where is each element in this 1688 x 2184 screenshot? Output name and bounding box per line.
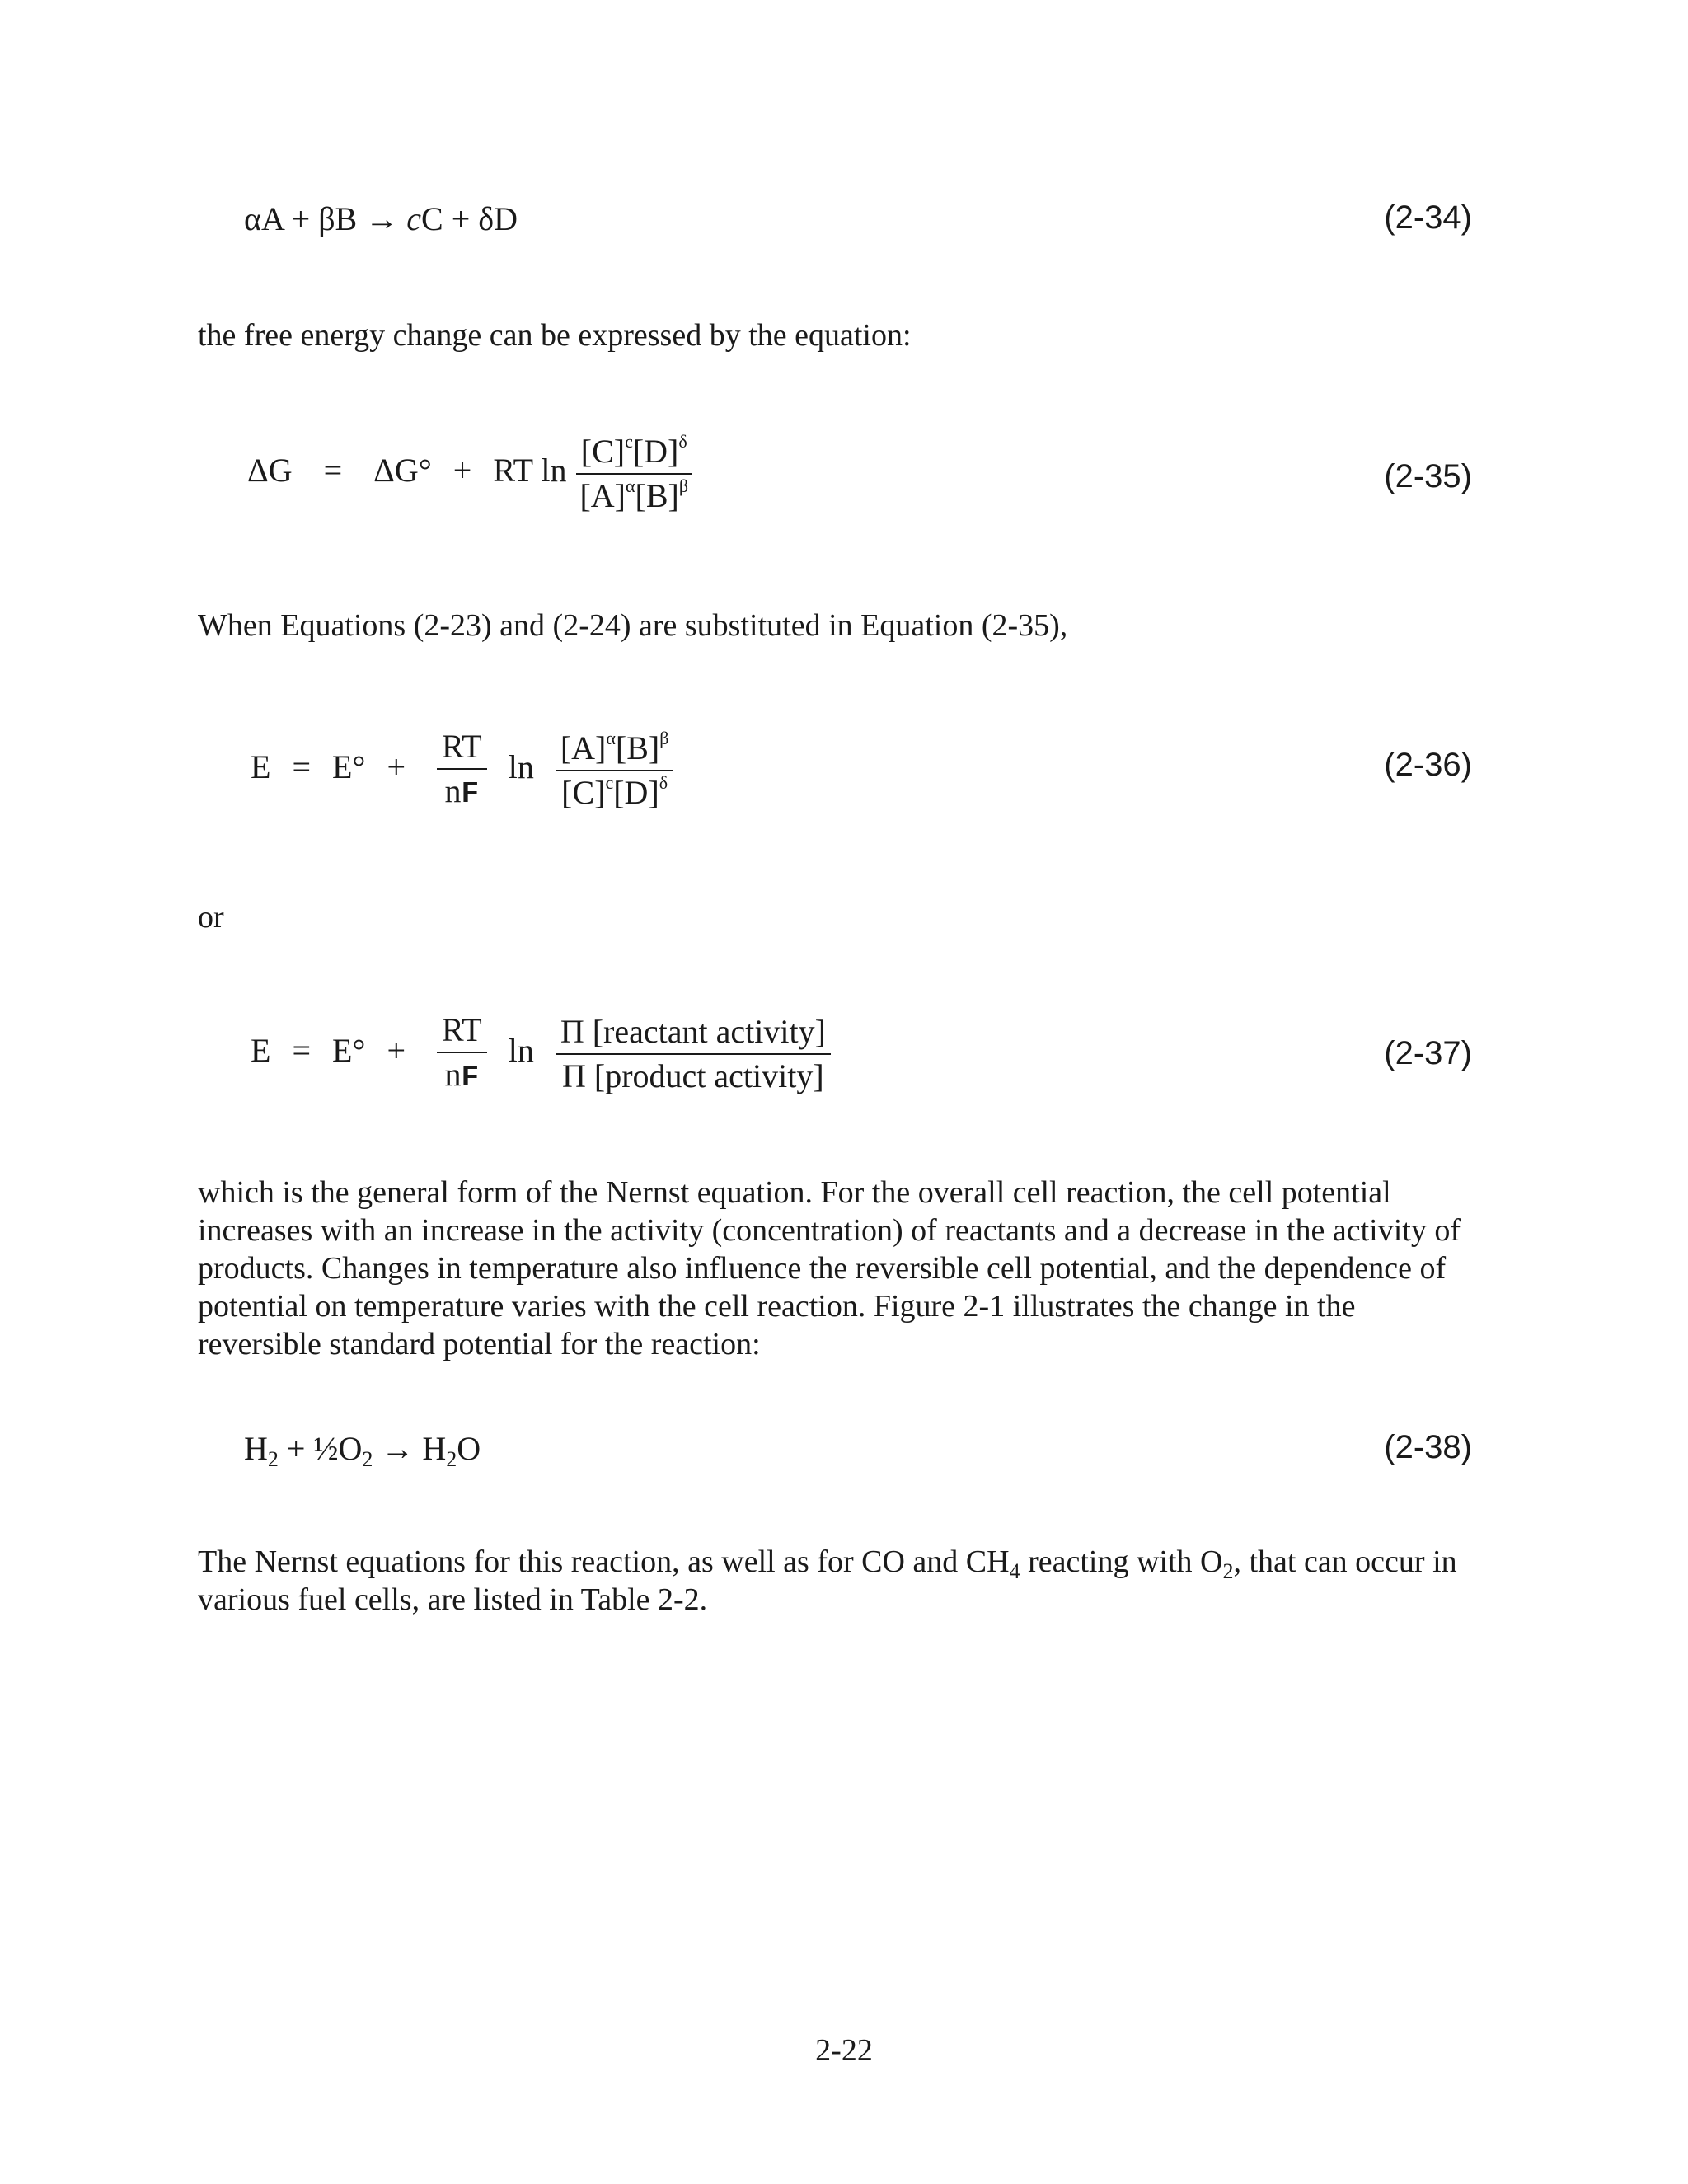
paragraph (198, 1543, 1484, 1619)
n-symbol: n (444, 1056, 462, 1093)
lhs-delta-g: ΔG (247, 452, 293, 490)
plus-sign: + (291, 200, 311, 237)
equals-sign: = (323, 452, 343, 490)
faraday-symbol: F (461, 777, 480, 811)
activity-d: [D] (613, 774, 659, 811)
product-c: C (421, 200, 443, 237)
half-oxygen: + ½O (286, 1430, 363, 1467)
rt-over-nf (437, 729, 487, 813)
activity-a: [A] (579, 477, 626, 514)
equation-2-35 (247, 431, 693, 514)
activity-c: [C] (580, 433, 626, 470)
standard-potential: E° (332, 748, 366, 786)
subscript: 2 (446, 1447, 457, 1471)
n-symbol: n (444, 772, 462, 809)
text-segment: reacting with O (1020, 1544, 1223, 1579)
activity-fraction (574, 431, 693, 514)
exponent: c (625, 431, 633, 452)
ln: ln (508, 748, 534, 786)
plus-sign: + (451, 200, 471, 237)
activity-b: [B] (615, 729, 660, 766)
text-segment: The Nernst equations for this reaction, as well as for CO and CH (198, 1544, 1010, 1579)
paragraph: the free energy change can be expressed by the equation: (198, 318, 912, 353)
reaction-arrow: → (365, 200, 399, 237)
paragraph: When Equations (2-23) and (2-24) are substituted in Equation (2-35), (198, 608, 1068, 643)
equation-number: (2-36) (1384, 747, 1472, 783)
subscript: 2 (267, 1447, 279, 1471)
exponent: β (678, 476, 689, 496)
rt-numerator: RT (437, 1012, 487, 1053)
exponent: δ (678, 431, 687, 452)
product-delta-d: δD (478, 200, 518, 237)
fraction-denominator (556, 771, 673, 811)
rt-ln: RT ln (493, 452, 567, 490)
equals-sign: = (292, 748, 311, 786)
activity-c: [C] (561, 774, 606, 811)
exponent: c (605, 772, 614, 793)
reaction-arrow: → H (381, 1430, 447, 1467)
product-coefficient: c (406, 200, 421, 237)
nf-denominator (440, 770, 485, 813)
equation-number: (2-38) (1384, 1429, 1472, 1465)
faraday-symbol: F (461, 1061, 480, 1094)
activity-d: [D] (632, 433, 679, 470)
activity-a: [A] (560, 729, 607, 766)
reactant-beta-b: βB (318, 200, 358, 237)
hydrogen: H (244, 1430, 268, 1467)
rt-over-nf (437, 1012, 487, 1096)
paragraph: which is the general form of the Nernst equation. For the overall cell reaction, the cell potential increases with an increase in the activity (concentration) of reactants and a decrease in the activity of products. Changes in temperature also influence the reversible cell potential, and the dependence of potential on temperature varies with the cell reaction. Figure 2-1 illustrates the change in the reversible standard potential for the reaction: (198, 1175, 1461, 1361)
equation-2-38 (244, 1429, 481, 1471)
equals-sign: = (292, 1032, 311, 1070)
oxygen: O (457, 1430, 481, 1467)
nf-denominator (440, 1053, 485, 1096)
equation-2-37 (251, 1012, 831, 1096)
exponent: α (606, 728, 616, 748)
plus-sign: + (452, 452, 472, 490)
plus-sign: + (387, 1032, 406, 1070)
plus-sign: + (387, 748, 406, 786)
exponent: β (659, 728, 669, 748)
reactant-alpha-a: αA (244, 200, 284, 237)
equation-2-36 (251, 729, 673, 813)
fraction-denominator (574, 475, 693, 514)
lhs-e: E (251, 1032, 271, 1070)
equation-number: (2-35) (1384, 458, 1472, 494)
ln: ln (508, 1032, 534, 1070)
activity-b: [B] (635, 477, 679, 514)
lhs-e: E (251, 748, 271, 786)
fraction-numerator (576, 431, 692, 475)
activity-product-fraction (556, 1014, 831, 1094)
rt-numerator: RT (437, 729, 487, 770)
standard-potential: E° (332, 1032, 366, 1070)
page-number: 2-22 (815, 2033, 873, 2068)
text-segment: , that can occur in various fuel cells, are listed in Table 2-2. (198, 1544, 1457, 1617)
subscript: 4 (1009, 1559, 1020, 1583)
exponent: δ (659, 772, 668, 793)
standard-free-energy: ΔG° (373, 452, 432, 490)
paragraph: or (198, 900, 224, 935)
exponent: α (625, 476, 635, 496)
subscript: 2 (1222, 1559, 1234, 1583)
activity-fraction (556, 730, 674, 811)
subscript: 2 (362, 1447, 373, 1471)
product-activity-product: Π [product activity] (562, 1057, 824, 1094)
equation-number: (2-34) (1384, 199, 1472, 236)
equation-2-34 (244, 199, 518, 238)
equation-number: (2-37) (1384, 1035, 1472, 1071)
fraction-numerator (556, 730, 674, 771)
reactant-activity-product: Π [reactant activity] (556, 1014, 831, 1055)
